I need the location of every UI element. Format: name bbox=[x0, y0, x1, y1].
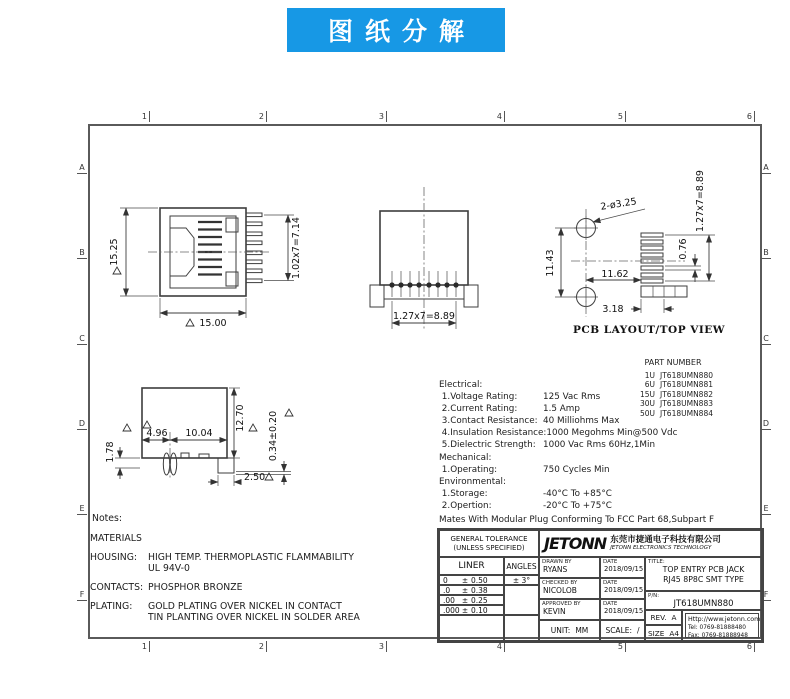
dim-pcb-holes: 2-ø3.25 bbox=[599, 196, 638, 213]
pcb-holes bbox=[571, 209, 685, 317]
datum-triangle bbox=[285, 409, 293, 416]
approved-date-cell: DATE 2018/09/15 bbox=[600, 599, 645, 620]
spec-line: 2.Current Rating: 1.5 Amp bbox=[439, 404, 580, 415]
spec-line: Environmental: bbox=[439, 476, 506, 487]
grid-row-left-e: E bbox=[77, 504, 87, 515]
grid-col-top-2: 2 bbox=[248, 111, 267, 122]
size-cell: SIZE A4 bbox=[645, 625, 682, 641]
contact-cell bbox=[682, 610, 762, 641]
rev-cell: REV. A bbox=[645, 610, 682, 625]
grid-row-right-f: F bbox=[761, 590, 771, 601]
spec-line: 2.Opertion: -20°C To +75°C bbox=[439, 500, 612, 511]
dim-pcb-height: 11.43 bbox=[545, 249, 556, 277]
pcb-layout-drawing bbox=[543, 153, 765, 339]
tolerance-header: GENERAL TOLERANCE (UNLESS SPECIFIED) bbox=[439, 530, 539, 557]
tolerance-row: .00 ± 0.25 bbox=[439, 595, 504, 605]
drawn-by-cell: DRAWN BY RYANS bbox=[539, 557, 600, 578]
side-dimensions bbox=[105, 388, 293, 486]
company-name-en: JETONN ELECTRONICS TECHNOLOGY bbox=[610, 545, 712, 551]
checked-by-cell: CHECKED BY NICOLOB bbox=[539, 578, 600, 599]
angles-empty2 bbox=[504, 615, 539, 641]
grid-col-bottom-5: 5 bbox=[607, 641, 626, 652]
pcb-dimensions bbox=[545, 170, 715, 315]
grid-col-top-5: 5 bbox=[607, 111, 626, 122]
tolerance-row: 0 ± 0.50 bbox=[439, 575, 504, 585]
spec-line: 4.Insulation Resistance: 1000 Megohms Min@500 Vdc bbox=[439, 428, 678, 439]
drawing-title-cell: TITLE: TOP ENTRY PCB JACK RJ45 8P8C SMT TYPE bbox=[645, 557, 762, 591]
front-body bbox=[148, 208, 270, 296]
banner bbox=[287, 8, 505, 52]
dim-pcb-tail: 3.18 bbox=[602, 304, 624, 315]
company-fax: Fax: 0769-81888948 bbox=[688, 633, 748, 639]
materials-header: MATERIALS bbox=[90, 533, 142, 544]
dim-pcb-width: 11.62 bbox=[601, 269, 629, 280]
datum-triangle bbox=[123, 424, 131, 431]
drawing-title-line1: TOP ENTRY PCB JACK bbox=[662, 565, 745, 574]
tolerance-row: .000 ± 0.10 bbox=[439, 605, 504, 615]
company-tel: Tel: 0769-81888480 bbox=[688, 625, 746, 631]
dim-front-width: 15.00 bbox=[199, 318, 227, 329]
table-row: 50U JT618UMN884 bbox=[639, 408, 713, 418]
grid-row-right-d: D bbox=[762, 419, 770, 428]
datum-triangle bbox=[249, 424, 257, 431]
part-number-cell: P/N: JT618UMN880 bbox=[645, 591, 762, 610]
grid-row-left-d: D bbox=[78, 419, 86, 428]
dim-side-front-len: 4.96 bbox=[146, 428, 168, 439]
spec-line: Mechanical: bbox=[439, 452, 492, 463]
note-plating: PLATING: GOLD PLATING OVER NICKEL IN CONTACT TIN PLANTING OVER NICKEL IN SOLDER AREA bbox=[90, 601, 360, 623]
datum-triangle bbox=[113, 267, 121, 274]
approved-by-cell: APPROVED BY KEVIN bbox=[539, 599, 600, 620]
dim-front-height: 15.25 bbox=[109, 238, 120, 266]
drawing-sheet bbox=[78, 108, 770, 668]
front-dimensions bbox=[109, 208, 302, 329]
spec-line: 3.Contact Resistance: 40 Milliohms Max bbox=[439, 416, 620, 427]
part-table-header: PART NUMBER bbox=[644, 358, 702, 367]
grid-row-left-c: C bbox=[77, 334, 87, 345]
rear-view-drawing bbox=[358, 181, 543, 341]
title-block bbox=[437, 528, 764, 643]
rear-body bbox=[370, 187, 478, 329]
notes-section bbox=[90, 513, 435, 623]
grid-row-right-e: E bbox=[761, 504, 771, 515]
dim-pcb-pitch: 1.27x7=8.89 bbox=[695, 170, 706, 232]
company-website: Http://www.jetonn.com bbox=[688, 616, 761, 623]
dim-side-standoff: 1.78 bbox=[105, 441, 116, 463]
spec-footnote: Mates With Modular Plug Conforming To FCC Part 68,Subpart F bbox=[439, 515, 715, 526]
scale-cell: SCALE: / bbox=[600, 620, 645, 641]
spec-line: 5.Dielectric Strength: 1000 Vac Rms 60Hz,1Min bbox=[439, 440, 656, 451]
tolerance-row: .0 ± 0.38 bbox=[439, 585, 504, 595]
grid-col-top-6: 6 bbox=[736, 111, 755, 122]
angles-header: ANGLES bbox=[504, 557, 539, 575]
grid-col-bottom-3: 3 bbox=[368, 641, 387, 652]
side-view-drawing bbox=[103, 376, 318, 521]
grid-row-right-a: A bbox=[761, 163, 771, 174]
front-view-drawing bbox=[98, 166, 323, 338]
grid-row-right-b: B bbox=[761, 248, 771, 259]
grid-col-top-4: 4 bbox=[486, 111, 505, 122]
datum-triangle bbox=[143, 421, 151, 428]
company-cell bbox=[539, 530, 762, 557]
grid-col-bottom-2: 2 bbox=[248, 641, 267, 652]
liner-header: LINER bbox=[439, 557, 504, 575]
grid-col-bottom-6: 6 bbox=[736, 641, 755, 652]
spec-line: Electrical: bbox=[439, 380, 483, 390]
company-name-cn: 东莞市捷通电子科技有限公司 bbox=[610, 535, 721, 545]
dim-side-leg: 2.50 bbox=[244, 472, 266, 483]
dim-side-coplanarity: 0.34±0.20 bbox=[268, 410, 279, 462]
datum-triangle bbox=[265, 473, 273, 480]
dim-side-height: 12.70 bbox=[235, 404, 246, 432]
dim-pcb-pad: 0.76 bbox=[678, 238, 689, 260]
spec-line: 1.Voltage Rating: 125 Vac Rms bbox=[439, 392, 601, 403]
pcb-view-label: PCB LAYOUT/TOP VIEW bbox=[573, 324, 726, 336]
drawing-title-line2: RJ45 8P8C SMT TYPE bbox=[663, 575, 744, 584]
grid-row-left-f: F bbox=[77, 590, 87, 601]
dim-side-body-len: 10.04 bbox=[185, 428, 213, 439]
angles-empty bbox=[504, 585, 539, 615]
grid-row-right-c: C bbox=[761, 334, 771, 345]
grid-col-bottom-4: 4 bbox=[486, 641, 505, 652]
table-row: 6U JT618UMN881 bbox=[644, 380, 713, 389]
banner-title: 图纸分解 bbox=[327, 17, 476, 46]
grid-row-left-b: B bbox=[77, 248, 87, 259]
liner-empty bbox=[439, 615, 504, 641]
datum-triangle bbox=[186, 319, 194, 326]
part-number-value: JT618UMN880 bbox=[673, 599, 734, 609]
table-row: 1U JT618UMN880 bbox=[644, 370, 713, 380]
grid-col-bottom-1: 1 bbox=[131, 641, 150, 652]
grid-col-top-1: 1 bbox=[131, 111, 150, 122]
jetonn-logo: JETONN bbox=[544, 534, 607, 553]
drawn-date-cell: DATE 2018/09/15 bbox=[600, 557, 645, 578]
unit-cell: UNIT: MM bbox=[539, 620, 600, 641]
dim-front-pins: 1.02x7=7.14 bbox=[291, 217, 302, 279]
note-contacts: CONTACTS: PHOSPHOR BRONZE bbox=[90, 582, 243, 593]
notes-title: Notes: bbox=[92, 513, 122, 524]
angle-tolerance: ± 3° bbox=[504, 575, 539, 585]
specifications bbox=[439, 379, 769, 526]
spec-line: 1.Storage: -40°C To +85°C bbox=[439, 488, 612, 499]
table-row: 30U JT618UMN883 bbox=[639, 399, 713, 408]
table-row: 15U JT618UMN882 bbox=[639, 389, 713, 399]
dim-rear-pins: 1.27x7=8.89 bbox=[393, 311, 455, 322]
spec-line: 1.Operating: 750 Cycles Min bbox=[439, 464, 610, 475]
grid-col-top-3: 3 bbox=[368, 111, 387, 122]
note-housing: HOUSING: HIGH TEMP. THERMOPLASTIC FLAMMABILITY UL 94V-0 bbox=[90, 552, 354, 574]
grid-row-left-a: A bbox=[77, 163, 87, 174]
checked-date-cell: DATE 2018/09/15 bbox=[600, 578, 645, 599]
